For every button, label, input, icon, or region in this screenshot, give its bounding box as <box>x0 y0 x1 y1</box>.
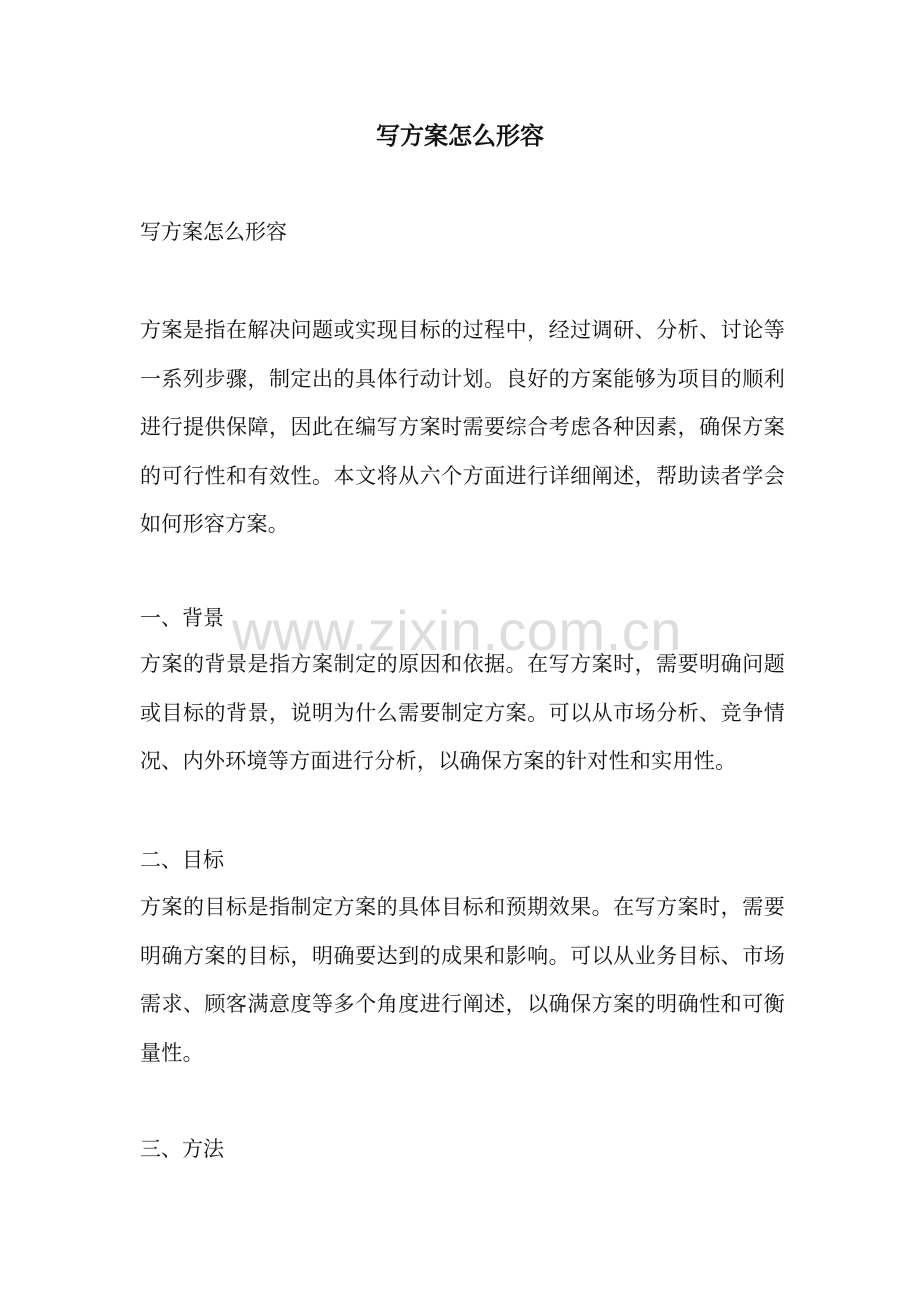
section-heading-goal: 二、目标 <box>140 848 224 872</box>
intro-paragraph: 方案是指在解决问题或实现目标的过程中，经过调研、分析、讨论等一系列步骤，制定出的具体行动计划。良好的方案能够为项目的顺利进行提供保障，因此在编写方案时需要综合考虑各种因素，确保方案的可行性和有效性。本文将从六个方面进行详细阐述，帮助读者学会如何形容方案。 <box>140 318 785 536</box>
document-subtitle: 写方案怎么形容 <box>140 220 287 244</box>
document-title: 写方案怎么形容 <box>376 121 544 150</box>
section-heading-method: 三、方法 <box>140 1137 224 1161</box>
section-paragraph-goal: 方案的目标是指制定方案的具体目标和预期效果。在写方案时，需要明确方案的目标，明确要达到的成果和影响。可以从业务目标、市场需求、顾客满意度等多个角度进行阐述，以确保方案的明确性和可衡量性。 <box>140 895 785 1065</box>
watermark: www.zixin.com.cn <box>232 599 682 662</box>
section-paragraph-background: 方案的背景是指方案制定的原因和依据。在写方案时，需要明确问题或目标的背景，说明为什么需要制定方案。可以从市场分析、竞争情况、内外环境等方面进行分析，以确保方案的针对性和实用性。 <box>140 652 785 773</box>
section-heading-background: 一、背景 <box>140 606 224 630</box>
